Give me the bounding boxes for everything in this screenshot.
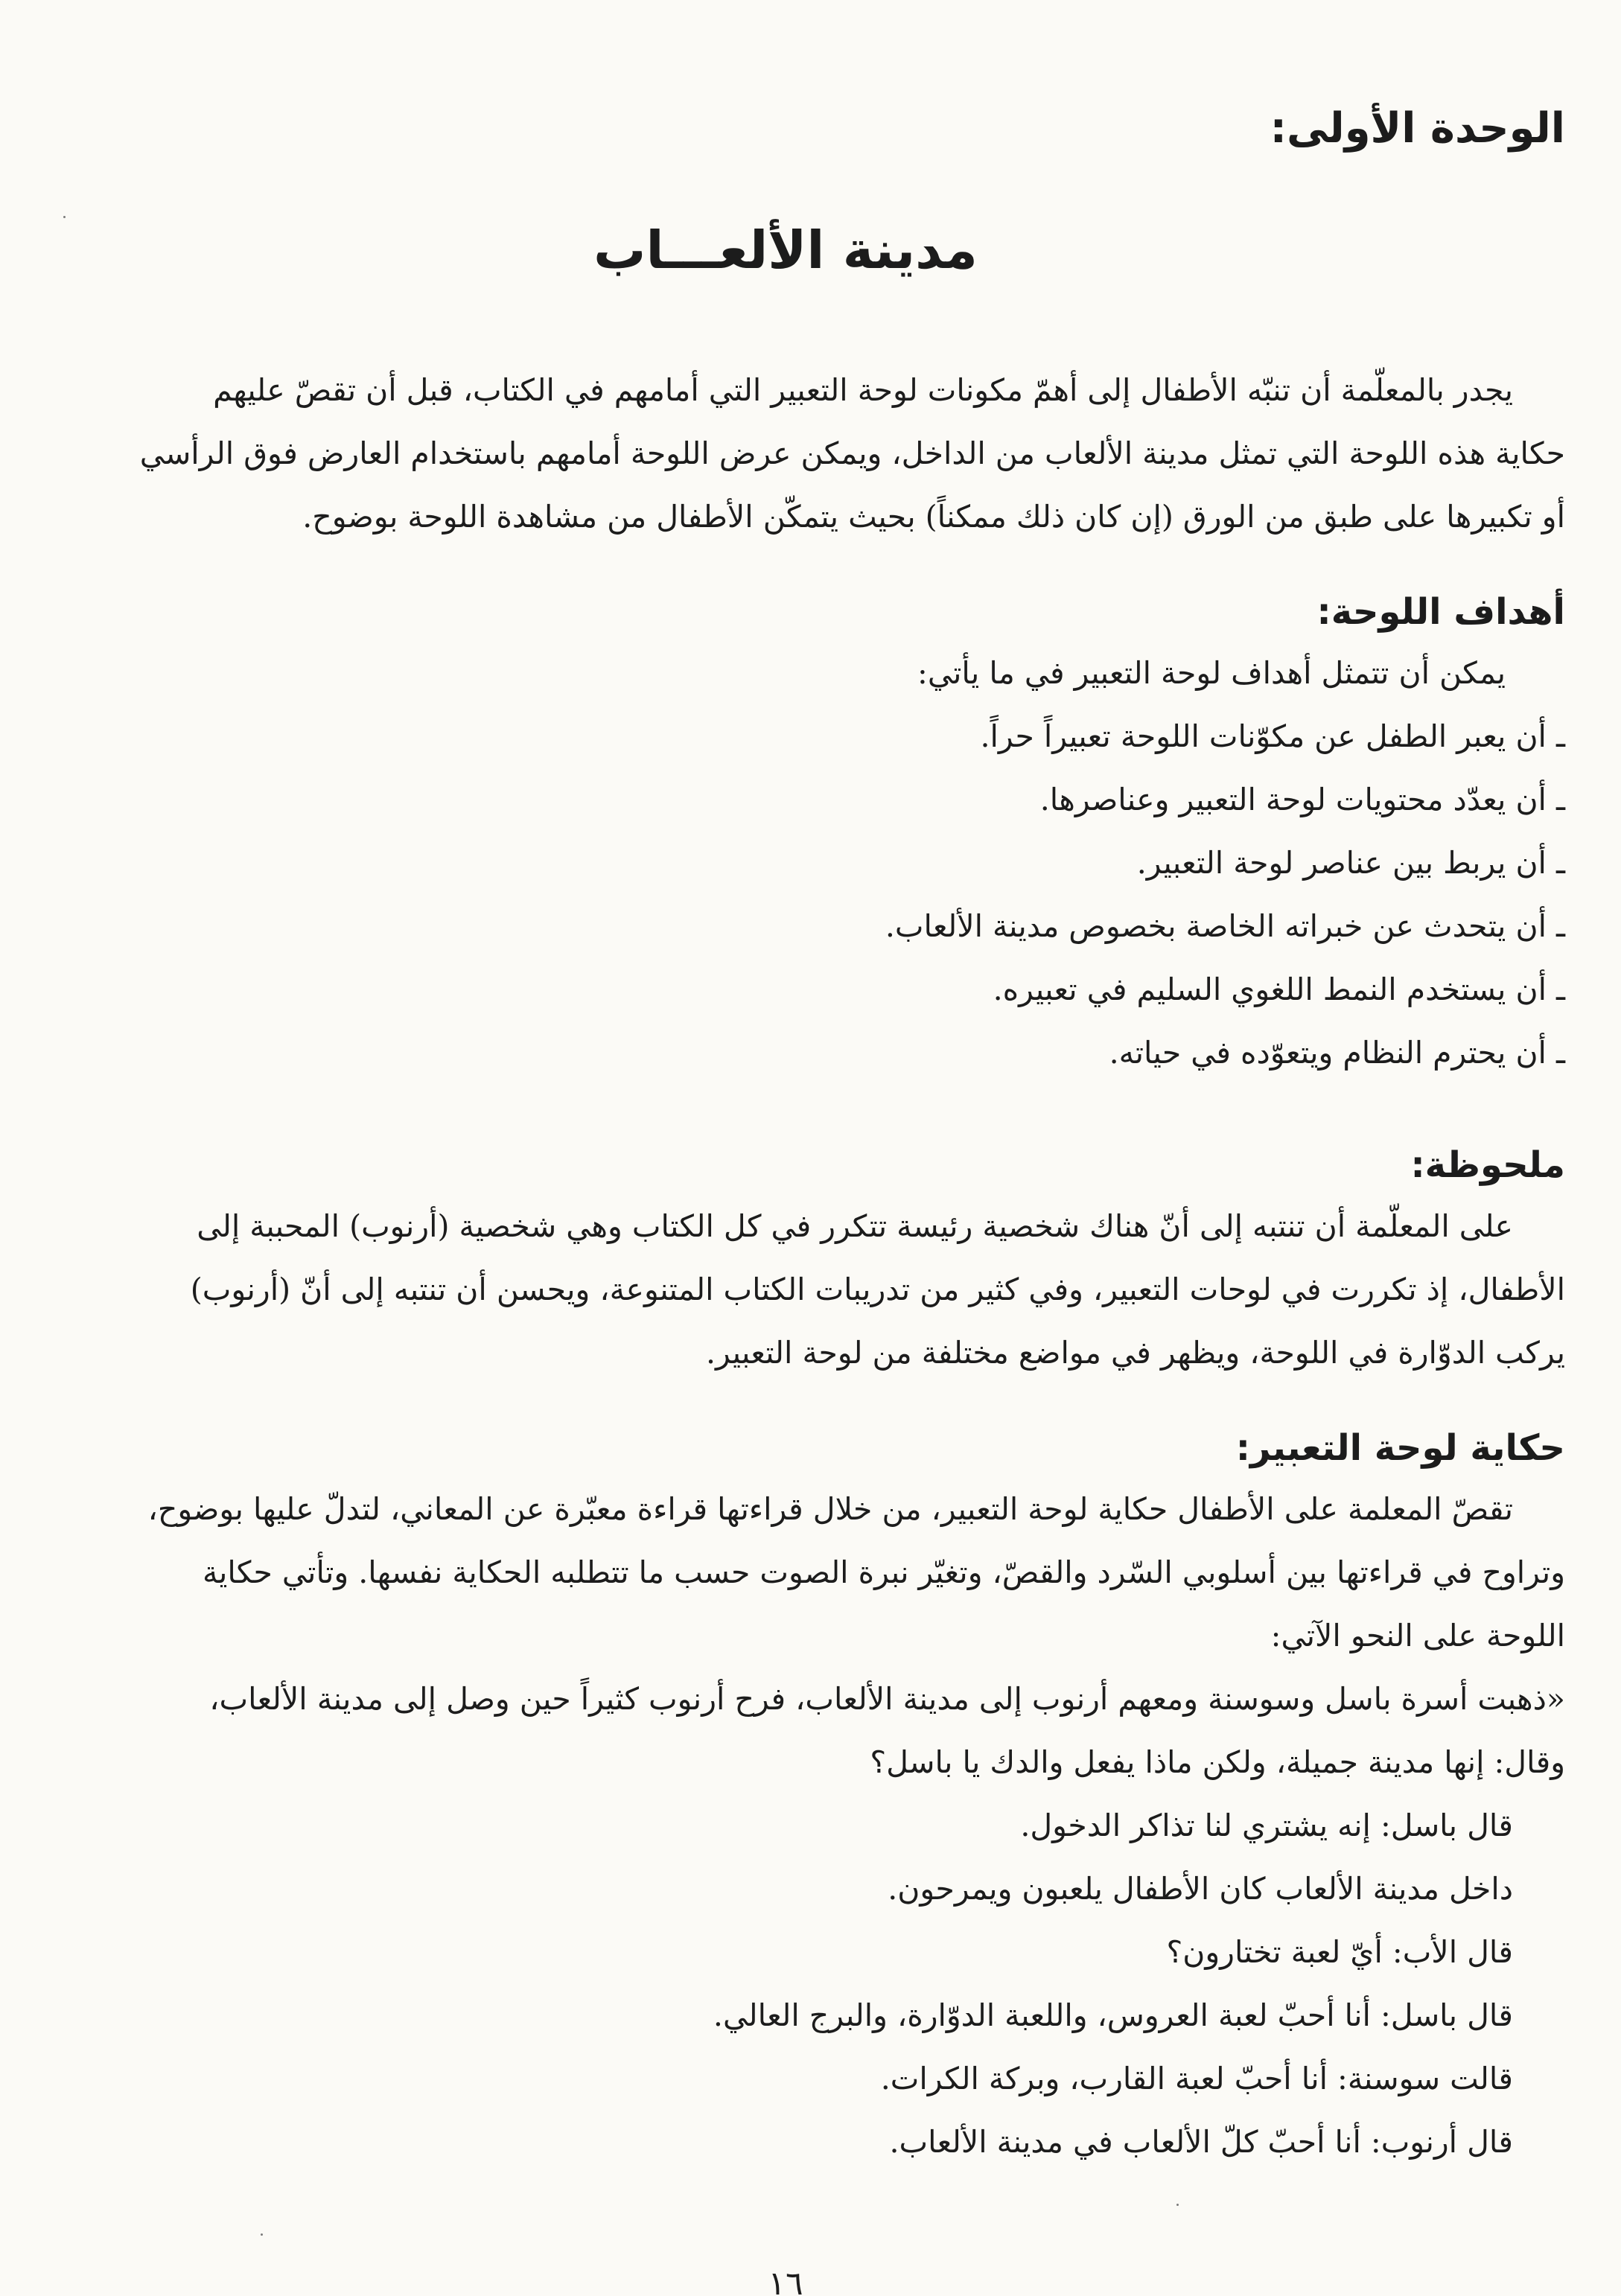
goal-item: ـ أن يحترم النظام ويتعوّده في حياته. bbox=[1109, 1035, 1565, 1071]
goal-item: ـ أن يعبر الطفل عن مكوّنات اللوحة تعبيراً حراً. bbox=[980, 718, 1565, 754]
goals-section bbox=[885, 582, 1565, 1085]
scan-speck bbox=[1176, 2204, 1179, 2206]
story-line: «ذهبت أسرة باسل وسوسنة ومعهم أرنوب إلى مدينة الألعاب، فرح أرنوب كثيراً حين وصل إلى مدينة الألعاب، bbox=[209, 1681, 1565, 1717]
dialogue-line: قال الأب: أيّ لعبة تختارون؟ bbox=[1166, 1934, 1513, 1970]
note-line: على المعلّمة أن تنتبه إلى أنّ هناك شخصية رئيسة تتكرر في كل الكتاب وهي شخصية (أرنوب) المحببة إلى bbox=[197, 1208, 1513, 1244]
intro-line: يجدر بالمعلّمة أن تنبّه الأطفال إلى أهمّ مكونات لوحة التعبير التي أمامهم في الكتاب، قبل أن تقصّ عليهم bbox=[213, 372, 1513, 408]
dialogue-line: قال أرنوب: أنا أحبّ كلّ الألعاب في مدينة الألعاب. bbox=[889, 2124, 1513, 2160]
goals-intro: يمكن أن تتمثل أهداف لوحة التعبير في ما يأتي: bbox=[917, 655, 1506, 691]
story-line: تقصّ المعلمة على الأطفال حكاية لوحة التعبير، من خلال قراءتها قراءة معبّرة عن المعاني، لتدلّ عليها بوضوح، bbox=[147, 1491, 1513, 1527]
scan-speck bbox=[63, 216, 66, 218]
story-line: اللوحة على النحو الآتي: bbox=[1270, 1618, 1565, 1654]
goal-item: ـ أن يتحدث عن خبراته الخاصة بخصوص مدينة الألعاب. bbox=[885, 908, 1565, 944]
intro-line: حكاية هذه اللوحة التي تمثل مدينة الألعاب من الداخل، ويمكن عرض اللوحة أمامهم باستخدام العارض فوق الرأسي bbox=[139, 436, 1565, 471]
story-section bbox=[148, 1418, 1565, 2174]
goal-item: ـ أن يعدّد محتويات لوحة التعبير وعناصرها. bbox=[1039, 782, 1565, 817]
story-line: وتراوح في قراءتها بين أسلوبي السّرد والقصّ، وتغيّر نبرة الصوت حسب ما تتطلبه الحكاية نفسها. وتأتي حكاية bbox=[202, 1554, 1565, 1590]
scan-speck bbox=[261, 2233, 263, 2236]
page-number: ١٦ bbox=[768, 2265, 803, 2296]
note-line: الأطفال، إذ تكررت في لوحات التعبير، وفي كثير من تدريبات الكتاب المتنوعة، ويحسن أن تنتبه إلى أنّ (أرنوب) bbox=[190, 1272, 1565, 1307]
note-section bbox=[191, 1135, 1565, 1385]
goals-heading: أهداف اللوحة: bbox=[1316, 591, 1565, 633]
note-line: يركب الدوّارة في اللوحة، ويظهر في مواضع مختلفة من لوحة التعبير. bbox=[706, 1335, 1565, 1371]
note-heading: ملحوظة: bbox=[1410, 1144, 1565, 1186]
goal-item: ـ أن يستخدم النمط اللغوي السليم في تعبيره. bbox=[993, 972, 1565, 1007]
dialogue-line: قال باسل: أنا أحبّ لعبة العروس، واللعبة الدوّارة، والبرج العالي. bbox=[713, 1997, 1513, 2033]
unit-title: الوحدة الأولى: bbox=[1270, 104, 1565, 153]
dialogue-line: قال باسل: إنه يشتري لنا تذاكر الدخول. bbox=[1020, 1808, 1513, 1843]
dialogue-line: قالت سوسنة: أنا أحبّ لعبة القارب، وبركة الكرات. bbox=[880, 2061, 1513, 2096]
story-heading: حكاية لوحة التعبير: bbox=[1235, 1427, 1565, 1469]
page-title: مدينة الألعـــاب bbox=[593, 220, 978, 281]
story-line: وقال: إنها مدينة جميلة، ولكن ماذا يفعل والدك يا باسل؟ bbox=[870, 1744, 1565, 1780]
intro-line: أو تكبيرها على طبق من الورق (إن كان ذلك ممكناً) بحيث يتمكّن الأطفال من مشاهدة اللوحة بوضوح. bbox=[302, 499, 1565, 535]
goal-item: ـ أن يربط بين عناصر لوحة التعبير. bbox=[1136, 845, 1565, 881]
dialogue-line: داخل مدينة الألعاب كان الأطفال يلعبون ويمرحون. bbox=[888, 1871, 1513, 1907]
intro-paragraph bbox=[140, 359, 1565, 549]
